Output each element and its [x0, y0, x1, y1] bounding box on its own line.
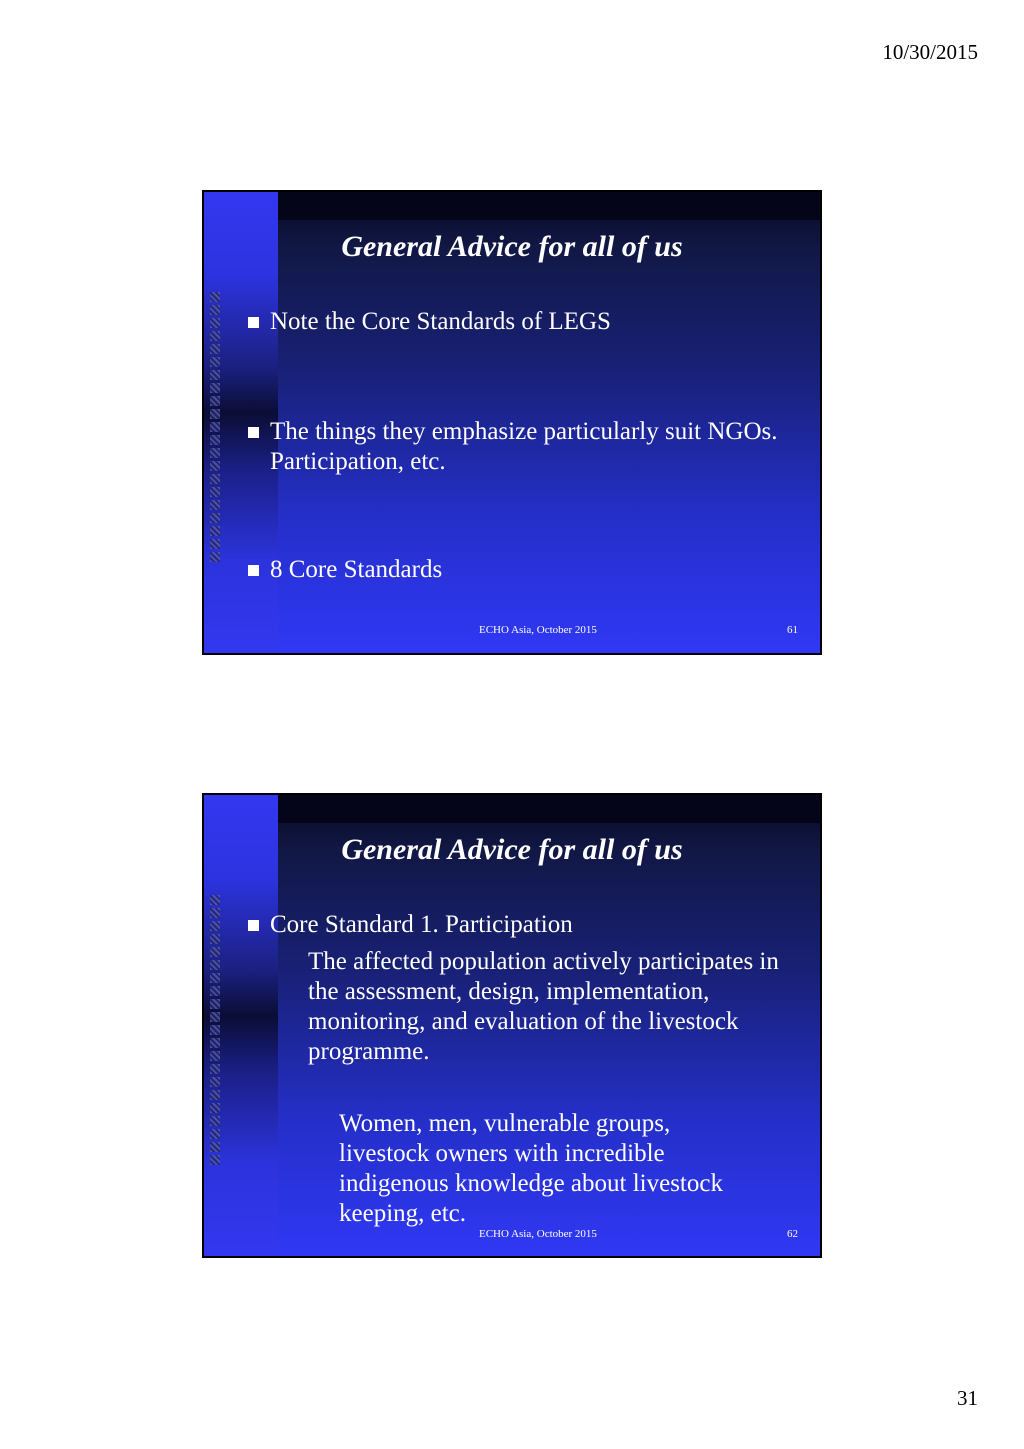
page-number: 31: [957, 1386, 978, 1410]
bullet-item: [248, 417, 802, 477]
bullet-text: Note the Core Standards of LEGS: [270, 308, 611, 335]
bullet-text: The things they emphasize particularly suit NGOs. Participation, etc.: [270, 418, 778, 475]
slide-62: [202, 793, 822, 1258]
slide-title: General Advice for all of us: [341, 833, 683, 866]
bullet-item: [248, 555, 802, 585]
bullet-item: [248, 307, 802, 337]
bullet-square-icon: [248, 427, 259, 438]
slide-top-strip: [278, 192, 820, 220]
bullet-square-icon: [248, 565, 259, 576]
decorative-squares: [210, 292, 222, 562]
bullet-item: [248, 910, 802, 940]
slide-number: 62: [787, 1228, 798, 1240]
slide-number: 61: [787, 624, 798, 636]
bullet-square-icon: [248, 317, 259, 328]
slide-footer: ECHO Asia, October 2015: [479, 624, 597, 636]
sub-sub-paragraph: Women, men, vulnerable groups, livestock owners with incredible indigenous knowledge about livestock keeping, etc.: [339, 1110, 723, 1227]
slide-61: [202, 190, 822, 655]
page-date: 10/30/2015: [882, 40, 978, 64]
bullet-square-icon: [248, 920, 259, 931]
decorative-squares: [210, 895, 222, 1165]
bullet-text: 8 Core Standards: [270, 556, 443, 583]
slide-title: General Advice for all of us: [341, 230, 683, 263]
bullet-text: Core Standard 1. Participation: [270, 911, 573, 938]
slide-top-strip: [278, 795, 820, 823]
sub-paragraph: The affected population actively participates in the assessment, design, implementation, monitoring, and evaluation of the livestock programme.: [308, 948, 779, 1065]
slide-footer: ECHO Asia, October 2015: [479, 1228, 597, 1240]
